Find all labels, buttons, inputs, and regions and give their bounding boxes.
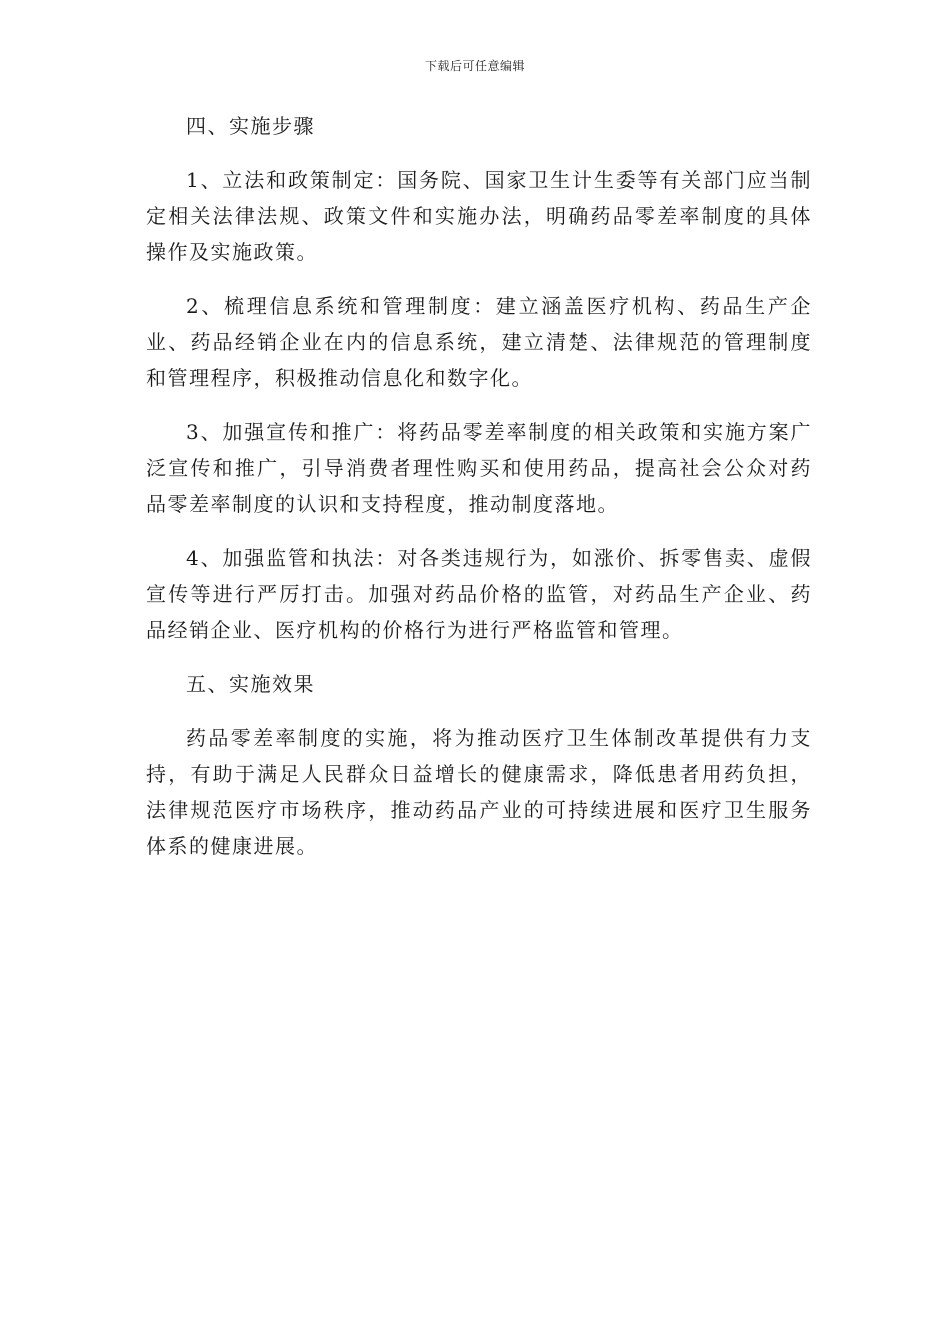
- document-body: [146, 108, 812, 882]
- section-heading-steps: 四、实施步骤: [186, 114, 315, 138]
- paragraph-effects: 药品零差率制度的实施，将为推动医疗卫生体制改革提供有力支持，有助于满足人民群众日益增长的健康需求，降低患者用药负担，法律规范医疗市场秩序，推动药品产业的可持续进展和医疗卫生服务体系的健康进展。: [146, 726, 812, 858]
- paragraph-information-system: 2、梳理信息系统和管理制度：建立涵盖医疗机构、药品生产企业、药品经销企业在内的信息系统，建立清楚、法律规范的管理制度和管理程序，积极推动信息化和数字化。: [146, 294, 812, 390]
- paragraph-legislation: 1、立法和政策制定：国务院、国家卫生计生委等有关部门应当制定相关法律法规、政策文件和实施办法，明确药品零差率制度的具体操作及实施政策。: [146, 168, 812, 264]
- section-heading-effects: 五、实施效果: [186, 672, 315, 696]
- paragraph-promotion: 3、加强宣传和推广：将药品零差率制度的相关政策和实施方案广泛宣传和推广，引导消费者理性购买和使用药品，提高社会公众对药品零差率制度的认识和支持程度，推动制度落地。: [146, 420, 812, 516]
- paragraph-supervision: 4、加强监管和执法：对各类违规行为，如涨价、拆零售卖、虚假宣传等进行严厉打击。加强对药品价格的监管，对药品生产企业、药品经销企业、医疗机构的价格行为进行严格监管和管理。: [146, 546, 812, 642]
- header-note: 下载后可任意编辑: [424, 59, 525, 73]
